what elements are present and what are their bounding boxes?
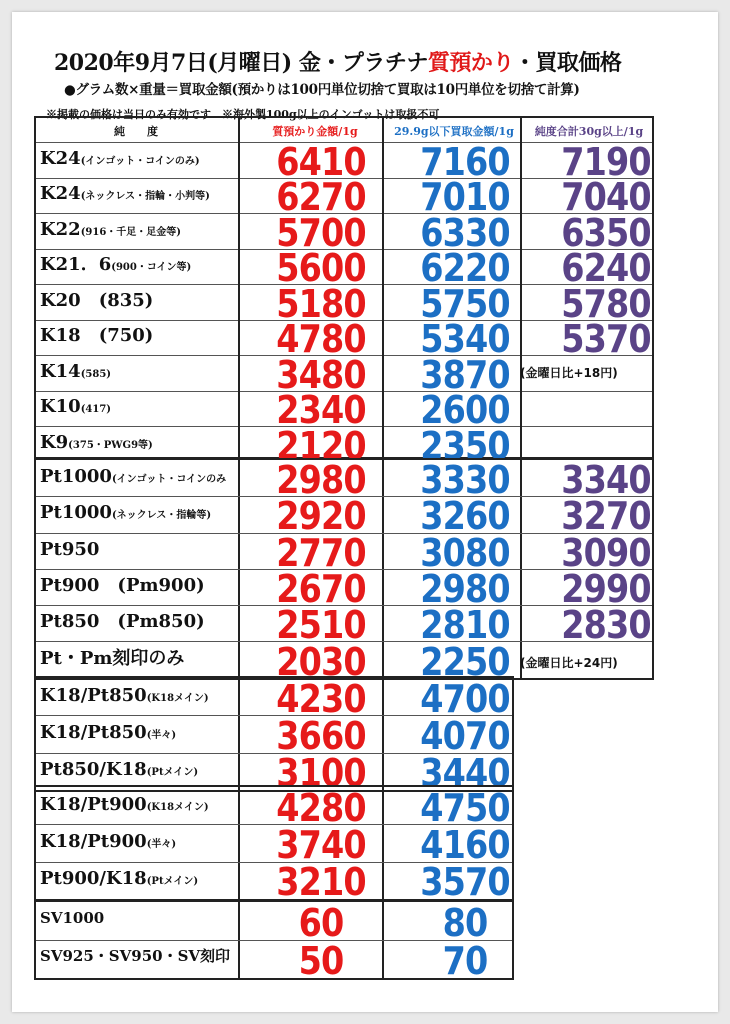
title-date: 2020年9月7日(月曜日) 金・プラチナ — [54, 50, 428, 76]
buy-price: 4070 — [420, 713, 510, 758]
column-header-pawn: 質預かり金額/1g — [272, 125, 358, 138]
platinum-table — [34, 458, 654, 684]
metal-label — [40, 147, 200, 169]
metal-label — [40, 684, 209, 706]
buy-price: 2250 — [420, 639, 510, 684]
metal-name: Pt900 (Pm900) — [40, 575, 205, 597]
pawn-price: 2920 — [276, 494, 366, 539]
bulk-price: 7040 — [561, 175, 651, 220]
metal-label — [40, 721, 177, 743]
table-row — [36, 281, 652, 326]
table-row — [36, 139, 652, 184]
pawn-price: 5180 — [276, 281, 366, 326]
silver-table — [34, 900, 514, 983]
pawn-price: 50 — [298, 939, 344, 983]
metal-name: Pt850 (Pm850) — [40, 611, 205, 633]
table-row — [36, 822, 512, 867]
pawn-price: 2030 — [276, 639, 366, 684]
metal-label — [40, 327, 153, 345]
pawn-price: 60 — [298, 901, 344, 945]
column-header-purity: 純 度 — [114, 125, 158, 138]
buy-price: 3870 — [420, 352, 510, 397]
metal-name: K22 — [40, 218, 81, 240]
buy-price: 70 — [442, 939, 488, 983]
table-row — [36, 210, 652, 255]
metal-label — [40, 577, 205, 595]
title-pawn: 質預かり — [427, 50, 514, 76]
price-sheet — [12, 12, 718, 1012]
buy-price: 4700 — [420, 676, 510, 721]
metal-label — [40, 911, 104, 926]
metal-name: Pt1000 — [40, 502, 112, 524]
metal-name: K20 (835) — [40, 289, 154, 311]
metal-label — [40, 504, 211, 522]
buy-price: 3080 — [420, 530, 510, 575]
table-row — [36, 785, 512, 830]
pawn-price: 3210 — [276, 860, 366, 905]
metal-label — [40, 949, 230, 964]
combo-900-table — [34, 785, 514, 905]
buy-price: 4750 — [420, 785, 510, 830]
metal-name: K24 — [40, 147, 81, 169]
table-row — [36, 317, 652, 362]
metal-label — [40, 830, 177, 852]
metal-name: K18/Pt850 — [40, 684, 147, 706]
metal-sub: (Ptメイン) — [146, 876, 199, 888]
metal-name: Pt1000 — [40, 466, 112, 488]
metal-sub: (375・PWG9等) — [68, 439, 153, 451]
metal-label — [40, 218, 182, 240]
metal-name: K21．6 — [40, 254, 112, 276]
bulk-price: 3270 — [561, 494, 651, 539]
table-row — [36, 939, 512, 983]
buy-price: 5340 — [420, 317, 510, 362]
bulk-price: 5780 — [561, 281, 651, 326]
table-row — [36, 458, 652, 503]
bulk-price: 6240 — [561, 246, 651, 291]
metal-label — [40, 360, 112, 382]
buy-price: 7160 — [420, 139, 510, 184]
column-divider — [382, 118, 384, 457]
metal-sub: (K18メイン) — [146, 692, 209, 704]
metal-sub: (インゴット・コインのみ) — [80, 155, 200, 167]
metal-sub: (ネックレス・指輪等) — [111, 510, 212, 522]
metal-label — [40, 256, 191, 274]
metal-sub: (K18メイン) — [146, 801, 209, 813]
metal-label — [40, 431, 153, 453]
column-divider — [520, 118, 522, 457]
metal-label — [40, 793, 209, 815]
bulk-price: 2990 — [561, 567, 651, 612]
metal-sub: (半々) — [146, 838, 177, 850]
table-row — [36, 175, 652, 220]
buy-price: 7010 — [420, 175, 510, 220]
metal-name: K14 — [40, 360, 81, 382]
pawn-price: 4280 — [276, 785, 366, 830]
metal-label — [40, 185, 210, 203]
pawn-price: 3100 — [276, 751, 366, 796]
metal-label — [40, 761, 198, 779]
table-row — [36, 567, 652, 612]
pawn-price: 3480 — [276, 352, 366, 397]
pawn-price: 6410 — [276, 139, 366, 184]
pawn-price: 2510 — [276, 603, 366, 648]
bulk-price: 6350 — [561, 210, 651, 255]
metal-name: K9 — [40, 431, 69, 453]
metal-sub: (417) — [80, 404, 112, 416]
bulk-price: 3090 — [561, 530, 651, 575]
gold-body — [36, 139, 652, 468]
metal-sub: (900・コイン等) — [111, 262, 192, 274]
buy-price: 2980 — [420, 567, 510, 612]
metal-label — [40, 289, 154, 311]
metal-name: Pt・Pm刻印のみ — [40, 647, 185, 669]
pawn-price: 2340 — [276, 388, 366, 433]
bulk-price: 7190 — [561, 139, 651, 184]
pawn-price: 2670 — [276, 567, 366, 612]
platinum-change-note: (金曜日比+24円) — [520, 656, 618, 670]
pawn-price: 4780 — [276, 317, 366, 362]
notice-line: ※掲載の価格は当日のみ有効です ※海外製100g以上のインゴットは取扱不可 — [46, 108, 440, 121]
metal-sub: (ネックレス・指輪・小判等) — [80, 191, 210, 203]
metal-name: Pt950 — [40, 538, 100, 560]
metal-sub: (916・千足・足金等) — [80, 226, 182, 238]
metal-name: K18/Pt900 — [40, 793, 147, 815]
gold-table — [34, 116, 654, 468]
table-row — [36, 530, 652, 575]
metal-sub: (Ptメイン) — [146, 767, 199, 779]
table-row — [36, 388, 652, 433]
metal-label — [40, 398, 111, 416]
column-header-bulk: 純度合計30g以上/1g — [534, 125, 644, 138]
buy-price: 4160 — [420, 822, 510, 867]
buy-price: 3330 — [420, 458, 510, 503]
table-row — [36, 246, 652, 291]
metal-name: K10 — [40, 396, 81, 418]
table-row — [36, 603, 652, 648]
metal-sub: (インゴット・コインのみ — [111, 474, 227, 486]
table-row — [36, 901, 512, 945]
column-header-buy: 29.9g以下買取金額/1g — [394, 125, 514, 138]
buy-price: 80 — [442, 901, 488, 945]
metal-name: SV925・SV950・SV刻印 — [40, 947, 231, 965]
pawn-price: 2980 — [276, 458, 366, 503]
page-title — [54, 46, 621, 77]
metal-name: K18/Pt900 — [40, 830, 147, 852]
buy-price: 5750 — [420, 281, 510, 326]
table-row — [36, 423, 652, 468]
pawn-price: 5600 — [276, 246, 366, 291]
bulk-price: 2830 — [561, 603, 651, 648]
bulk-price: 3340 — [561, 458, 651, 503]
gold-change-note: (金曜日比+18円) — [520, 366, 618, 380]
table-row — [36, 676, 512, 721]
buy-price: 2810 — [420, 603, 510, 648]
buy-price: 3570 — [420, 860, 510, 905]
metal-label — [40, 538, 100, 560]
metal-name: Pt850/K18 — [40, 759, 147, 781]
metal-label — [40, 870, 198, 888]
title-buy: ・買取価格 — [513, 50, 622, 76]
metal-label — [40, 613, 205, 631]
buy-price: 3260 — [420, 494, 510, 539]
pawn-price: 3660 — [276, 713, 366, 758]
buy-price: 3440 — [420, 751, 510, 796]
buy-price: 6220 — [420, 246, 510, 291]
table-row — [36, 860, 512, 905]
combo-850-table — [34, 676, 514, 796]
metal-label — [40, 468, 226, 486]
pawn-price: 4230 — [276, 676, 366, 721]
column-divider — [238, 118, 240, 457]
metal-name: SV1000 — [40, 909, 105, 927]
pawn-price: 6270 — [276, 175, 366, 220]
pawn-price: 3740 — [276, 822, 366, 867]
pawn-price: 2120 — [276, 423, 366, 468]
buy-price: 2600 — [420, 388, 510, 433]
buy-price: 2350 — [420, 423, 510, 468]
metal-name: K24 — [40, 183, 81, 205]
metal-label — [40, 647, 185, 669]
metal-name: Pt900/K18 — [40, 868, 147, 890]
metal-sub: (半々) — [146, 729, 177, 741]
pawn-price: 5700 — [276, 210, 366, 255]
metal-sub: (585) — [80, 368, 112, 380]
buy-price: 6330 — [420, 210, 510, 255]
formula-line: ●グラム数×重量＝買取金額(預かりは100円単位切捨て買取は10円単位を切捨て計算) — [64, 82, 580, 98]
metal-name: K18/Pt850 — [40, 721, 147, 743]
table-row — [36, 494, 652, 539]
metal-name: K18 (750) — [40, 325, 154, 347]
table-row — [36, 713, 512, 758]
pawn-price: 2770 — [276, 530, 366, 575]
bulk-price: 5370 — [561, 317, 651, 362]
